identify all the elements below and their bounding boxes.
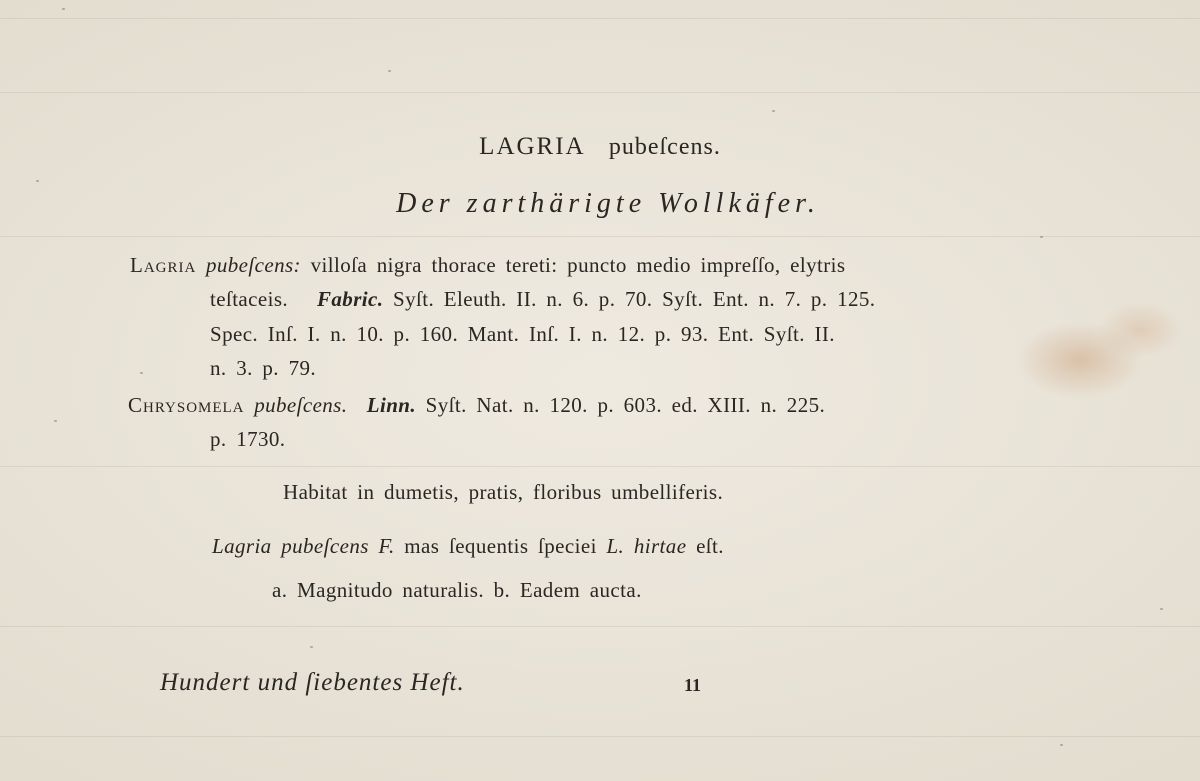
synonym-authority: Linn. <box>366 393 417 417</box>
habitat-text: Habitat in dumetis, pratis, floribus umbelliferis. <box>283 480 724 504</box>
synonym-line <box>210 429 285 450</box>
note-reference: L. hirtae <box>606 534 687 558</box>
synonym-species: pubeſcens. <box>254 393 348 417</box>
page-title <box>0 132 1200 159</box>
note-end: eſt. <box>696 534 724 558</box>
synonym-authority: Fabric. <box>317 287 384 311</box>
note-text: mas ſequentis ſpeciei <box>404 534 597 558</box>
title-genus: LAGRIA <box>479 133 586 160</box>
synonym-reference: Syſt. Eleuth. II. n. 6. p. 70. Syſt. Ent. n. 7. p. 125. <box>393 287 876 311</box>
synonym-genus: Lagria <box>130 253 197 277</box>
synonym-reference: n. 3. p. 79. <box>210 356 317 380</box>
synonym-chrysomela <box>128 395 825 416</box>
synonym-line <box>210 289 875 310</box>
synonym-reference: Syſt. Nat. n. 120. p. 603. ed. XIII. n. 225. <box>425 393 826 417</box>
note-species: Lagria pubeſcens F. <box>212 534 395 558</box>
synonym-line <box>210 324 835 345</box>
synonym-reference: Spec. Inſ. I. n. 10. p. 160. Mant. Inſ. I. n. 12. p. 93. Ent. Syſt. II. <box>210 322 835 346</box>
synonym-line <box>210 358 316 379</box>
german-name: Der zarthärigte Wollkäfer. <box>396 188 820 219</box>
synonym-description-end: teſtaceis. <box>210 287 289 311</box>
signature-number: 11 <box>684 675 702 695</box>
title-species: pubeſcens. <box>608 134 721 160</box>
synonym-species: pubeſcens: <box>205 253 301 277</box>
synonym-description: villoſa nigra thorace tereti: puncto medio impreſſo, elytris <box>310 253 846 277</box>
synonym-lagria <box>130 255 845 276</box>
species-note <box>212 536 724 557</box>
synonym-genus: Chrysomela <box>128 393 245 417</box>
synonym-reference: p. 1730. <box>210 427 286 451</box>
figure-legend: a. Magnitudo naturalis. b. Eadem aucta. <box>272 578 642 602</box>
signature-line: Hundert und ſiebentes Heft. <box>160 669 465 696</box>
